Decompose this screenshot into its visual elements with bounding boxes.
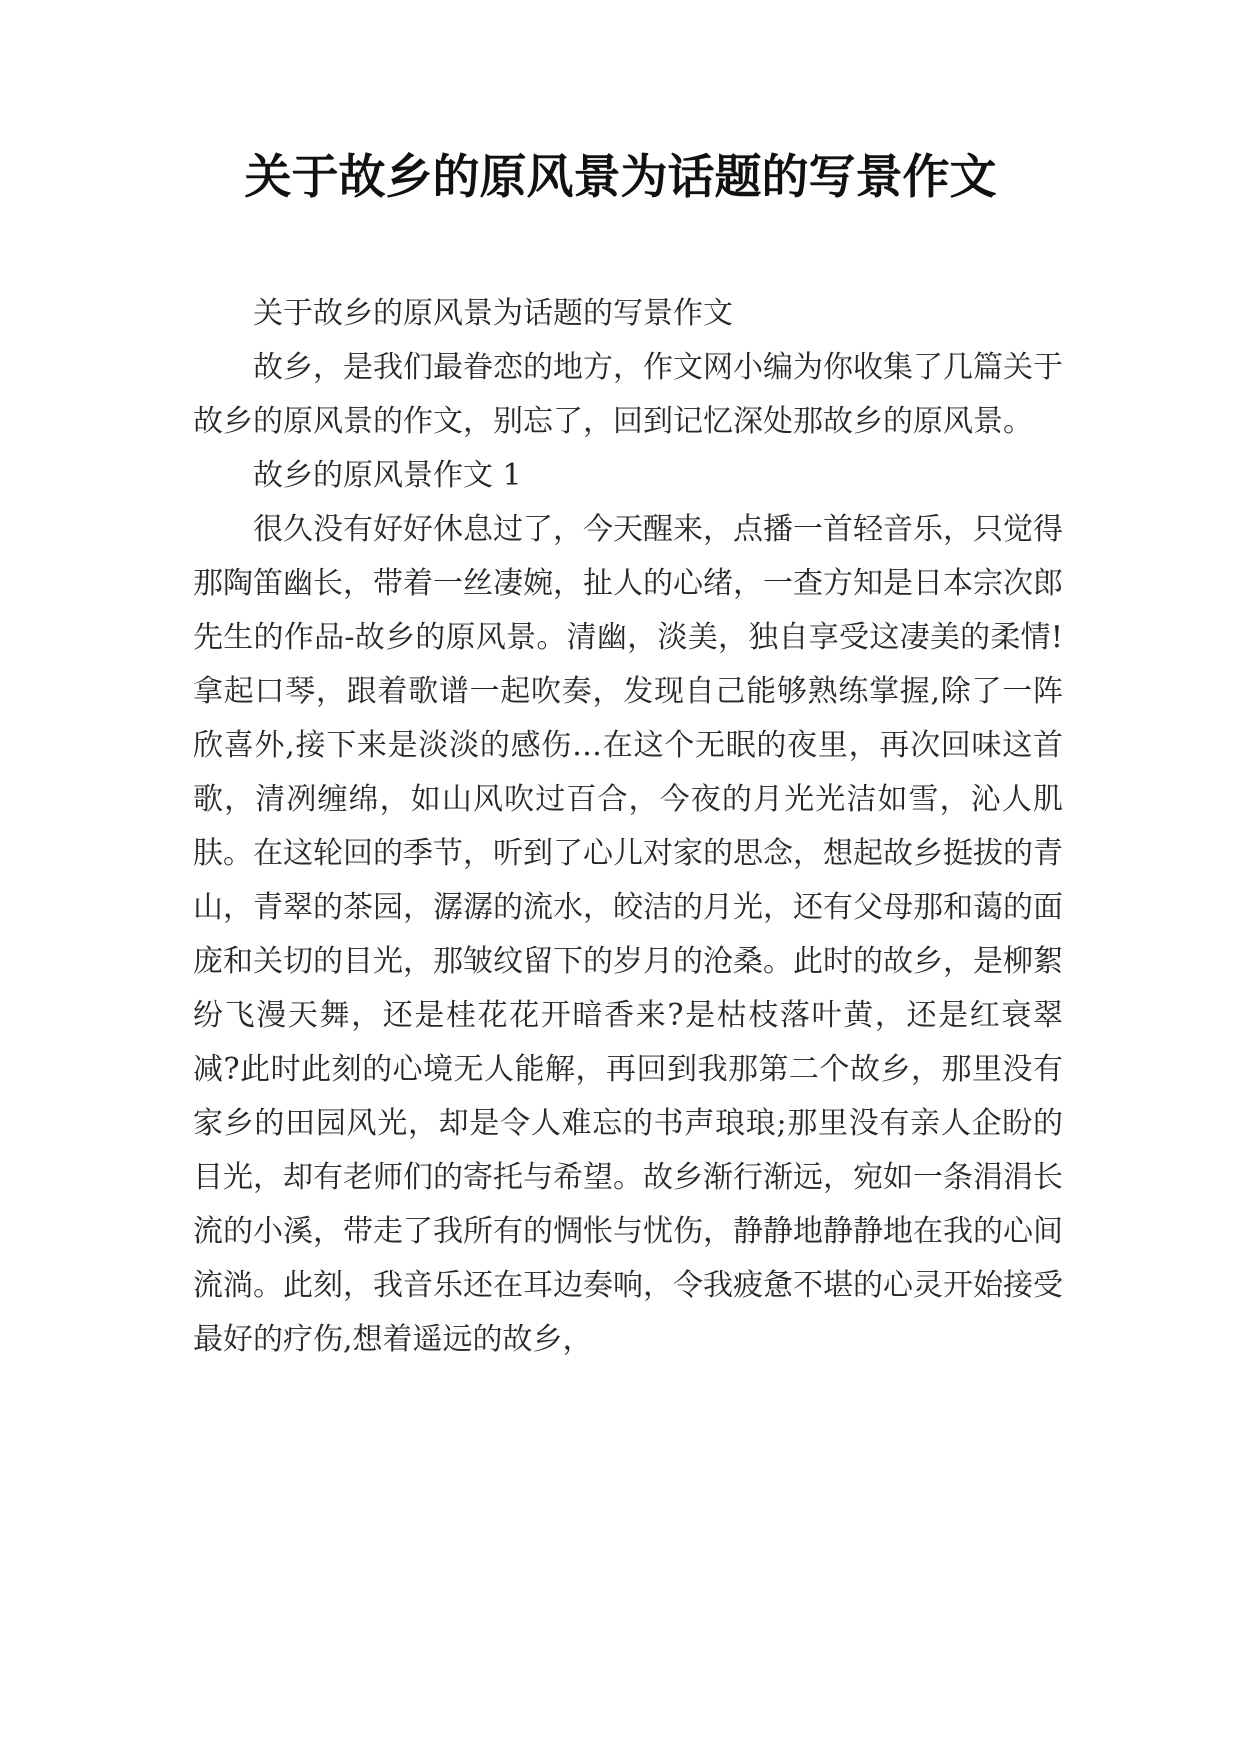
section-heading: 故乡的原风景作文 1 bbox=[253, 458, 522, 493]
essay-paragraph: 很久没有好好休息过了，今天醒来，点播一首轻音乐，只觉得那陶笛幽长，带着一丝凄婉，扯人的心绪，一查方知是日本宗次郎先生的作品-故乡的原风景。清幽，淡美，独自享受这凄美的柔情!拿起口琴，跟着歌谱一起吹奏，发现自己能够熟练掌握,除了一阵欣喜外,接下来是淡淡的感伤…在这个无眠的夜里，再次回味这首歌，清冽缠绵，如山风吹过百合，今夜的月光光洁如雪，沁人肌肤。在这轮回的季节，听到了心儿对家的思念，想起故乡挺拔的青山，青翠的茶园，潺潺的流水，皎洁的月光，还有父母那和蔼的面庞和关切的目光，那皱纹留下的岁月的沧桑。此时的故乡，是柳絮纷飞漫天舞，还是桂花花开暗香来?是枯枝落叶黄，还是红衰翠减?此时此刻的心境无人能解，再回到我那第二个故乡，那里没有家乡的田园风光，却是令人难忘的书声琅琅;那里没有亲人企盼的目光，却有老师们的寄托与希望。故乡渐行渐远，宛如一条涓涓长流的小溪，带走了我所有的惆怅与忧伤，静静地静静地在我的心间流淌。此刻，我音乐还在耳边奏响，令我疲惫不堪的心灵开始接受最好的疗伤,想着遥远的故乡， bbox=[193, 512, 1063, 1357]
document-title: 关于故乡的原风景为话题的写景作文 bbox=[244, 150, 997, 205]
subtitle-paragraph: 关于故乡的原风景为话题的写景作文 bbox=[253, 296, 733, 331]
document-body bbox=[193, 287, 1063, 1367]
intro-paragraph: 故乡，是我们最眷恋的地方，作文网小编为你收集了几篇关于故乡的原风景的作文，别忘了，回到记忆深处那故乡的原风景。 bbox=[193, 350, 1063, 439]
